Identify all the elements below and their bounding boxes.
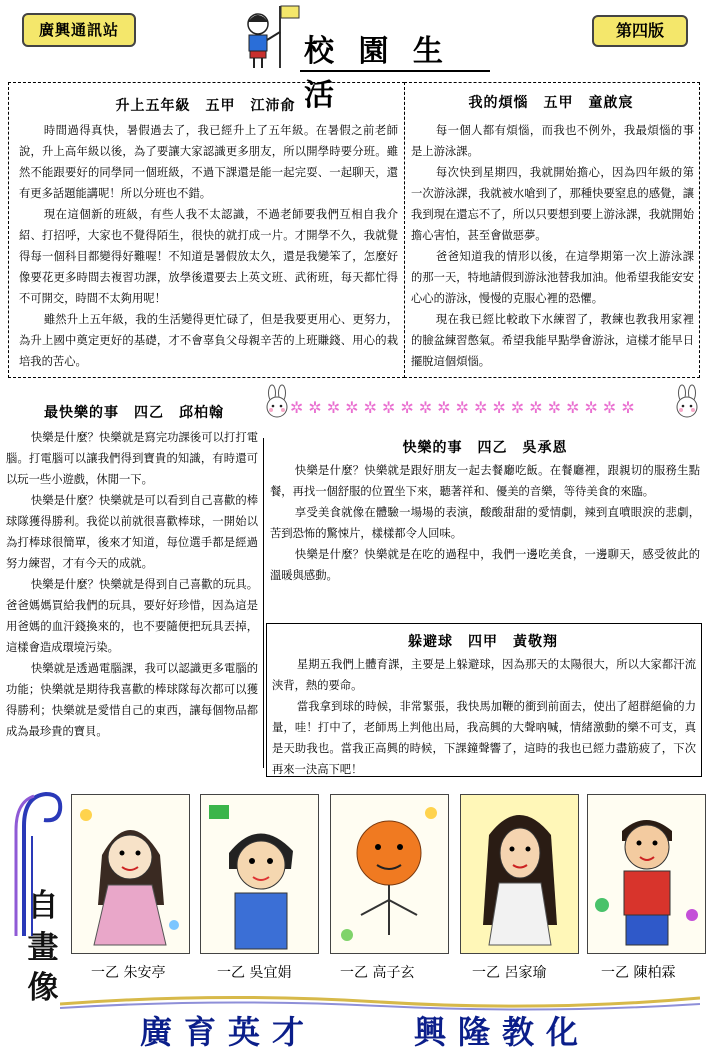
column-divider — [263, 438, 264, 768]
article-4-title: 快樂的事 四乙 吳承恩 — [402, 440, 568, 456]
article-4-paragraph: 快樂是什麼？快樂就是跟好朋友一起去餐廳吃飯。在餐廳裡，跟親切的服務生點餐，再找一個舒服的位置坐下來，聽著祥和、優美的音樂，等待美食的來臨。 — [270, 464, 700, 498]
self-portrait-drawing — [330, 794, 449, 954]
article-2-title: 我的煩惱 五甲 童啟宸 — [468, 95, 634, 111]
portrait-caption: 一乙 朱安亭 — [91, 965, 166, 981]
portrait-caption: 一乙 高子玄 — [340, 965, 415, 981]
article-3-paragraph: 快樂就是透過電腦課，我可以認識更多電腦的功能；快樂就是期待我喜歡的棒球隊每次都可以獲得勝利；快樂就是愛惜自己的東西，讓每個物品都成為最珍貴的寶貝。 — [6, 662, 258, 738]
bunny-icon — [672, 384, 702, 420]
article-2-paragraph: 現在我已經比較敢下水練習了，教練也教我用家裡的臉盆練習憋氣。希望我能早點學會游泳，這樣才能早日擺脫這個煩惱。 — [411, 313, 694, 368]
article-5-title: 躲避球 四甲 黃敬翔 — [408, 634, 558, 650]
article-3-title: 最快樂的事 四乙 邱柏翰 — [44, 405, 224, 421]
portrait-caption: 一乙 吳宜娟 — [217, 965, 292, 981]
article-2-paragraph: 每一個人都有煩惱，而我也不例外，我最煩惱的事是上游泳課。 — [411, 124, 694, 158]
article-5-paragraph: 星期五我們上體育課，主要是上躲避球，因為那天的太陽很大，所以大家都汗流浹背，熱的要命。 — [272, 658, 696, 692]
article-5-body — [272, 654, 696, 780]
bunny-icon — [262, 384, 292, 420]
article-3-paragraph: 快樂是什麼？快樂就是可以看到自己喜歡的棒球隊獲得勝利。我從以前就很喜歡棒球，一開始以為打棒球很簡單，後來才知道，每位選手都是經過努力練習，才有今天的成就。 — [6, 494, 258, 570]
self-portrait-drawing — [460, 794, 579, 954]
footer-slogan-right: 興隆教化 — [414, 1013, 591, 1051]
section-title: 校 園 生 活 — [304, 34, 450, 113]
article-1-paragraph: 時間過得真快，暑假過去了，我已經升上了五年級。在暑假之前老師說，升上高年級以後，為了要讓大家認識更多朋友，所以開學時要分班。雖然不能跟要好的同學同一個班級，不過下課還是能一起完耍、一起聊天，還有更多話題能講呢！所以分班也不錯。 — [19, 124, 398, 200]
star-border-decoration: ✲✲✲✲✲✲✲✲✲✲✲✲✲✲✲✲✲✲✲ — [290, 398, 640, 417]
title-underline — [300, 70, 490, 72]
article-2-body — [411, 120, 694, 372]
article-4-paragraph: 享受美食就像在體驗一場場的表演，酸酸甜甜的愛情劇，辣到直噴眼淚的悲劇，苦到恐怖的驚悚片，樣樣都令人回味。 — [270, 506, 700, 540]
article-3-paragraph: 快樂是什麼？快樂就是寫完功課後可以打打電腦。打電腦可以讓我們得到寶貴的知識，有時還可以玩一些小遊戲，休閒一下。 — [6, 431, 258, 486]
article-1-paragraph: 雖然升上五年級，我的生活變得更忙碌了，但是我要更用心、更努力，為升上國中奠定更好的基礎，才不會辜負父母親辛苦的上班賺錢、用心的栽培我的苦心。 — [19, 313, 398, 368]
article-4-paragraph: 快樂是什麼？快樂就是在吃的過程中，我們一邊吃美食，一邊聊天，感受彼此的溫暖與感動。 — [270, 548, 700, 582]
gallery-side-label: 像 — [27, 970, 59, 1006]
article-2-paragraph: 每次快到星期四，我就開始擔心，因為四年級的第一次游泳課，我就被水嗆到了，那種快要窒息的感覺，讓我到現在還忘不了，所以只要想到要上游泳課，我就開始擔心害怕，甚至會做惡夢。 — [411, 166, 694, 242]
self-portrait-drawing — [587, 794, 706, 954]
portrait-caption: 一乙 陳柏霖 — [601, 965, 676, 981]
article-1-paragraph: 現在這個新的班級，有些人我不太認識，不過老師要我們互相自我介紹、打招呼，大家也不覺得陌生，很快的就打成一片。才開學不久，我就覺得每一個科目都變得好難喔！不知道是暑假放太久，還是我變笨了，怎麼好像要花更多時間去複習功課，放學後還要去上英文班、武術班，每天都忙得不可開交，時間不太夠用呢！ — [19, 208, 398, 305]
self-portrait-drawing — [71, 794, 190, 954]
student-flag-icon — [232, 2, 302, 72]
footer-slogan-left: 廣育英才 — [140, 1013, 317, 1051]
article-3-paragraph: 快樂是什麼？快樂就是得到自己喜歡的玩具。爸爸媽媽買給我們的玩具，要好好珍惜，因為這是用爸媽的血汗錢換來的，也不要隨便把玩具丟掉，這樣會造成環境污染。 — [6, 578, 258, 654]
portrait-caption: 一乙 呂家瑜 — [472, 965, 547, 981]
page-label-badge: 第四版 — [592, 15, 688, 47]
gallery-side-label: 畫 — [27, 930, 59, 966]
gallery-side-label: 自 — [27, 888, 59, 924]
newsletter-name-badge: 廣興通訊站 — [22, 13, 136, 47]
article-1-body — [19, 120, 398, 372]
article-3-body — [6, 427, 258, 742]
article-2-paragraph: 爸爸知道我的情形以後，在這學期第一次上游泳課的那一天，特地請假到游泳池替我加油。他希望我能安安心心的游泳，慢慢的克服心裡的恐懼。 — [411, 250, 694, 305]
article-4-body — [270, 460, 700, 586]
self-portrait-drawing — [200, 794, 319, 954]
article-1-title: 升上五年級 五甲 江沛俞 — [115, 98, 296, 114]
article-5-paragraph: 當我拿到球的時候，非常緊張，我快馬加鞭的衝到前面去，使出了超群絕倫的力量，哇！打中了，老師馬上判他出局，我高興的大聲吶喊，情緒激動的樂不可支，真是天助我也。當我正高興的時候，下課鐘聲響了，這時的我也已經力盡筋疲了，下次再來一決高下吧！ — [272, 700, 696, 776]
